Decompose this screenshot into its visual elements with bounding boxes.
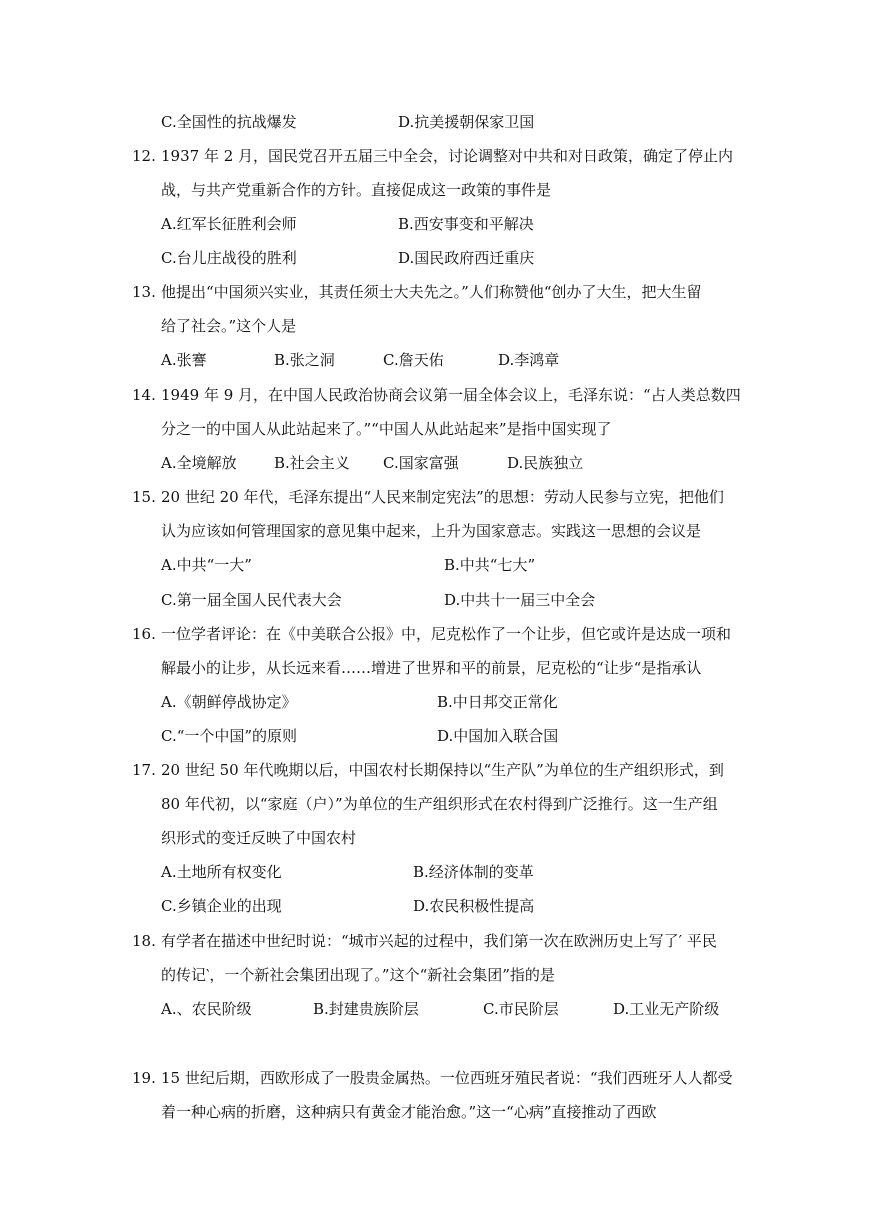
q17-stem-line-3: 织形式的变迁反映了中国农村 bbox=[161, 829, 357, 847]
q17-option-b: B.经济体制的变革 bbox=[413, 863, 534, 881]
q19-number: 19. bbox=[132, 1069, 156, 1087]
q16-option-b: B.中日邦交正常化 bbox=[437, 693, 558, 711]
q11-option-c: C.全国性的抗战爆发 bbox=[161, 113, 297, 131]
q18-option-c: C.市民阶层 bbox=[483, 1000, 559, 1018]
q13-option-b: B.张之洞 bbox=[274, 351, 335, 369]
q17-option-c: C.乡镇企业的出现 bbox=[161, 897, 282, 915]
q13-number: 13. bbox=[132, 283, 156, 301]
q17-option-a: A.土地所有权变化 bbox=[161, 863, 282, 881]
q18-number: 18. bbox=[132, 932, 156, 950]
q15-option-d: D.中共十一届三中全会 bbox=[444, 591, 596, 609]
q19-stem-line-2: 着一种心病的折磨，这种病只有黄金才能治愈。”这一“心病”直接推动了西欧 bbox=[161, 1103, 657, 1121]
q15-stem-line-2: 认为应该如何管理国家的意见集中起来，上升为国家意志。实践这一思想的会议是 bbox=[161, 522, 702, 540]
q17-number: 17. bbox=[132, 761, 156, 779]
q14-option-a: A.全境解放 bbox=[161, 454, 237, 472]
q15-stem-line-1: 20 世纪 20 年代，毛泽东提出“人民来制定宪法”的思想：劳动人民参与立宪，把他们 bbox=[161, 488, 724, 506]
q14-stem-line-2: 分之一的中国人从此站起来了。”“中国人从此站起来”是指中国实现了 bbox=[161, 420, 612, 438]
q16-number: 16. bbox=[132, 625, 156, 643]
q17-option-d: D.农民积极性提高 bbox=[413, 897, 535, 915]
q14-stem-line-1: 1949 年 9 月，在中国人民政治协商会议第一届全体会议上，毛泽东说：“占人类总数四 bbox=[161, 386, 741, 404]
q12-number: 12. bbox=[132, 147, 156, 165]
q16-stem-line-1: 一位学者评论：在《中美联合公报》中，尼克松作了一个让步，但它或许是达成一项和 bbox=[161, 625, 732, 643]
q13-stem-line-1: 他提出“中国须兴实业，其责任须士大夫先之。”人们称赞他“创办了大生，把大生留 bbox=[161, 283, 702, 301]
q18-stem-line-2: 的传记‵，一个新社会集团出现了。”这个“新社会集团”指的是 bbox=[161, 966, 555, 984]
q13-stem-line-2: 给了社会。”这个人是 bbox=[161, 317, 297, 335]
q16-option-a: A.《朝鲜停战协定》 bbox=[161, 693, 297, 711]
q14-option-d: D.民族独立 bbox=[507, 454, 584, 472]
q17-stem-line-1: 20 世纪 50 年代晚期以后，中国农村长期保持以“生产队”为单位的生产组织形式，到 bbox=[161, 761, 724, 779]
q12-option-c: C.台儿庄战役的胜利 bbox=[161, 249, 297, 267]
q18-option-b: B.封建贵族阶层 bbox=[313, 1000, 419, 1018]
q12-stem-line-2: 战，与共产党重新合作的方针。直接促成这一政策的事件是 bbox=[161, 181, 552, 199]
q17-stem-line-2: 80 年代初，以“家庭（户）”为单位的生产组织形式在农村得到广泛推行。这一生产组 bbox=[161, 795, 718, 813]
q13-option-a: A.张謇 bbox=[161, 351, 207, 369]
q14-option-c: C.国家富强 bbox=[383, 454, 459, 472]
q14-option-b: B.社会主义 bbox=[274, 454, 350, 472]
q14-number: 14. bbox=[132, 386, 156, 404]
q12-stem-line-1: 1937 年 2 月，国民党召开五届三中全会，讨论调整对中共和对日政策，确定了停止内 bbox=[161, 147, 734, 165]
q15-option-b: B.中共“七大” bbox=[444, 556, 536, 574]
q12-option-d: D.国民政府西迁重庆 bbox=[398, 249, 535, 267]
q15-option-a: A.中共“一大” bbox=[161, 556, 252, 574]
q12-option-a: A.红军长征胜利会师 bbox=[161, 215, 297, 233]
q19-stem-line-1: 15 世纪后期，西欧形成了一股贵金属热。一位西班牙殖民者说：“我们西班牙人人都受 bbox=[161, 1069, 733, 1087]
q18-option-d: D.工业无产阶级 bbox=[613, 1000, 720, 1018]
q18-stem-line-1: 有学者在描述中世纪时说：“城市兴起的过程中，我们第一次在欧洲历史上写了′ 平民 bbox=[161, 932, 717, 950]
q16-option-d: D.中国加入联合国 bbox=[437, 727, 559, 745]
q13-option-c: C.詹天佑 bbox=[383, 351, 444, 369]
q16-stem-line-2: 解最小的让步，从长远来看……增进了世界和平的前景，尼克松的“让步“是指承认 bbox=[161, 659, 702, 677]
q18-option-a: A.、农民阶级 bbox=[161, 1000, 252, 1018]
q16-option-c: C.“一个中国”的原则 bbox=[161, 727, 298, 745]
q12-option-b: B.西安事变和平解决 bbox=[398, 215, 534, 233]
q15-option-c: C.第一届全国人民代表大会 bbox=[161, 591, 342, 609]
q13-option-d: D.李鸿章 bbox=[498, 351, 560, 369]
q15-number: 15. bbox=[132, 488, 156, 506]
q11-option-d: D.抗美援朝保家卫国 bbox=[398, 113, 535, 131]
